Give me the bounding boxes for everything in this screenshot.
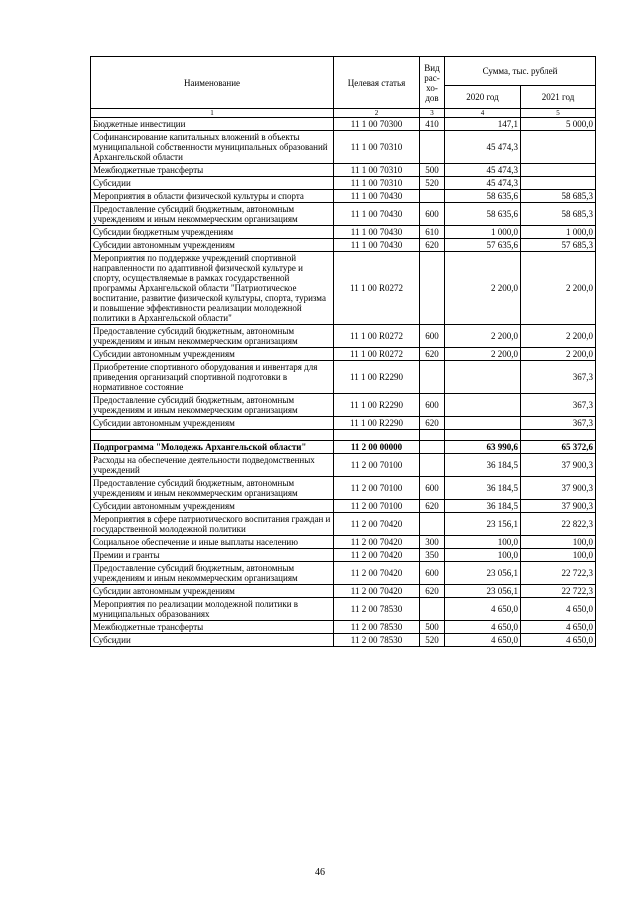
subprogram-row (91, 441, 596, 454)
amount-2020-cell (445, 361, 521, 394)
amount-2020-cell: 36 184,5 (445, 454, 521, 477)
column-number-row (91, 109, 596, 118)
target-cell: 11 1 00 70430 (334, 239, 420, 252)
type-cell (420, 252, 445, 325)
type-cell (420, 513, 445, 536)
name-cell: Предоставление субсидий бюджетным, автономным учреждениям и иным некоммерческим организациям (91, 477, 334, 500)
amount-2020-cell: 36 184,5 (445, 500, 521, 513)
table-row (91, 252, 596, 325)
target-cell: 11 1 00 R0272 (334, 325, 420, 348)
name-cell: Мероприятия в сфере патриотического воспитания граждан и государственной молодежной политики (91, 513, 334, 536)
amount-2021-cell: 367,3 (521, 361, 596, 394)
header-sum: Сумма, тыс. рублей (445, 57, 596, 86)
table-row (91, 549, 596, 562)
target-cell: 11 1 00 70430 (334, 226, 420, 239)
target-cell: 11 2 00 00000 (334, 441, 420, 454)
amount-2021-cell (521, 177, 596, 190)
empty-cell (445, 430, 521, 441)
type-cell: 350 (420, 549, 445, 562)
name-cell: Мероприятия по поддержке учреждений спортивной направленности по адаптивной физической культуре и спорту, осуществляемые в рамках государственной программы Архангельской области "Патриотическое воспитание, развитие физической культуры, спорта, туризма и повышение эффективности реализации молодежной политики в Архангельской области" (91, 252, 334, 325)
column-number: 1 (91, 109, 334, 118)
type-cell: 600 (420, 477, 445, 500)
amount-2021-cell (521, 131, 596, 164)
table-row (91, 131, 596, 164)
amount-2021-cell: 5 000,0 (521, 118, 596, 131)
amount-2020-cell: 45 474,3 (445, 164, 521, 177)
page-number: 46 (315, 867, 325, 878)
column-number: 4 (445, 109, 521, 118)
table-row (91, 164, 596, 177)
table-row (91, 621, 596, 634)
target-cell: 11 2 00 70420 (334, 585, 420, 598)
name-cell: Субсидии автономным учреждениям (91, 417, 334, 430)
table-row (91, 325, 596, 348)
amount-2021-cell: 4 650,0 (521, 621, 596, 634)
type-cell (420, 598, 445, 621)
type-cell: 520 (420, 634, 445, 647)
amount-2020-cell: 58 635,6 (445, 203, 521, 226)
type-cell: 600 (420, 394, 445, 417)
name-cell: Бюджетные инвестиции (91, 118, 334, 131)
type-cell: 620 (420, 585, 445, 598)
header-name: Наименование (91, 57, 334, 109)
column-number: 5 (521, 109, 596, 118)
target-cell: 11 2 00 70420 (334, 536, 420, 549)
amount-2020-cell: 2 200,0 (445, 348, 521, 361)
amount-2021-cell: 4 650,0 (521, 598, 596, 621)
table-row (91, 513, 596, 536)
target-cell: 11 1 00 70430 (334, 190, 420, 203)
type-cell (420, 131, 445, 164)
target-cell: 11 1 00 70310 (334, 164, 420, 177)
name-cell: Предоставление субсидий бюджетным, автономным учреждениям и иным некоммерческим организациям (91, 562, 334, 585)
amount-2021-cell: 367,3 (521, 417, 596, 430)
table-row (91, 118, 596, 131)
amount-2020-cell: 1 000,0 (445, 226, 521, 239)
table-row (91, 585, 596, 598)
name-cell: Мероприятия по реализации молодежной политики в муниципальных образованиях (91, 598, 334, 621)
name-cell: Предоставление субсидий бюджетным, автономным учреждениям и иным некоммерческим организациям (91, 203, 334, 226)
table-row (91, 348, 596, 361)
amount-2021-cell: 58 685,3 (521, 203, 596, 226)
type-cell: 620 (420, 500, 445, 513)
type-cell: 300 (420, 536, 445, 549)
name-cell: Субсидии автономным учреждениям (91, 348, 334, 361)
target-cell: 11 1 00 R0272 (334, 348, 420, 361)
table-row (91, 477, 596, 500)
name-cell: Субсидии (91, 177, 334, 190)
amount-2021-cell: 37 900,3 (521, 477, 596, 500)
amount-2020-cell: 100,0 (445, 549, 521, 562)
amount-2021-cell: 37 900,3 (521, 454, 596, 477)
header-year-2020: 2020 год (445, 86, 521, 109)
name-cell: Субсидии автономным учреждениям (91, 585, 334, 598)
type-cell: 410 (420, 118, 445, 131)
target-cell: 11 2 00 70100 (334, 477, 420, 500)
target-cell: 11 2 00 70420 (334, 562, 420, 585)
amount-2021-cell: 65 372,6 (521, 441, 596, 454)
type-cell (420, 361, 445, 394)
name-cell: Межбюджетные трансферты (91, 164, 334, 177)
table-row (91, 203, 596, 226)
amount-2021-cell: 2 200,0 (521, 325, 596, 348)
name-cell: Социальное обеспечение и иные выплаты населению (91, 536, 334, 549)
target-cell: 11 2 00 70100 (334, 454, 420, 477)
name-cell: Предоставление субсидий бюджетным, автономным учреждениям и иным некоммерческим организациям (91, 394, 334, 417)
amount-2021-cell: 22 722,3 (521, 562, 596, 585)
table-row (91, 454, 596, 477)
amount-2020-cell: 2 200,0 (445, 325, 521, 348)
name-cell: Мероприятия в области физической культуры и спорта (91, 190, 334, 203)
amount-2021-cell: 100,0 (521, 536, 596, 549)
type-cell (420, 441, 445, 454)
column-number: 2 (334, 109, 420, 118)
table-row (91, 239, 596, 252)
amount-2020-cell: 45 474,3 (445, 177, 521, 190)
header-year-2021: 2021 год (521, 86, 596, 109)
amount-2020-cell: 2 200,0 (445, 252, 521, 325)
name-cell: Субсидии (91, 634, 334, 647)
header-target: Целевая статья (334, 57, 420, 109)
amount-2020-cell: 100,0 (445, 536, 521, 549)
amount-2021-cell: 1 000,0 (521, 226, 596, 239)
amount-2021-cell: 58 685,3 (521, 190, 596, 203)
amount-2021-cell: 2 200,0 (521, 252, 596, 325)
target-cell: 11 1 00 70310 (334, 131, 420, 164)
name-cell: Субсидии автономным учреждениям (91, 500, 334, 513)
amount-2020-cell: 147,1 (445, 118, 521, 131)
type-cell (420, 190, 445, 203)
target-cell: 11 1 00 R2290 (334, 417, 420, 430)
amount-2020-cell (445, 394, 521, 417)
empty-cell (420, 430, 445, 441)
target-cell: 11 1 00 R2290 (334, 361, 420, 394)
type-cell: 600 (420, 325, 445, 348)
target-cell: 11 1 00 R2290 (334, 394, 420, 417)
amount-2020-cell: 58 635,6 (445, 190, 521, 203)
name-cell: Подпрограмма "Молодежь Архангельской области" (91, 441, 334, 454)
amount-2021-cell: 100,0 (521, 549, 596, 562)
amount-2020-cell: 4 650,0 (445, 621, 521, 634)
empty-cell (521, 430, 596, 441)
table-row (91, 226, 596, 239)
amount-2020-cell: 23 056,1 (445, 585, 521, 598)
target-cell: 11 1 00 70430 (334, 203, 420, 226)
name-cell: Приобретение спортивного оборудования и инвентаря для приведения организаций спортивной подготовки в нормативное состояние (91, 361, 334, 394)
type-cell: 600 (420, 203, 445, 226)
type-cell: 520 (420, 177, 445, 190)
amount-2020-cell: 45 474,3 (445, 131, 521, 164)
name-cell: Премии и гранты (91, 549, 334, 562)
type-cell: 500 (420, 164, 445, 177)
amount-2020-cell: 36 184,5 (445, 477, 521, 500)
amount-2020-cell: 57 635,6 (445, 239, 521, 252)
name-cell: Расходы на обеспечение деятельности подведомственных учреждений (91, 454, 334, 477)
amount-2020-cell (445, 417, 521, 430)
target-cell: 11 2 00 70100 (334, 500, 420, 513)
amount-2021-cell (521, 164, 596, 177)
type-cell: 600 (420, 562, 445, 585)
amount-2021-cell: 37 900,3 (521, 500, 596, 513)
type-cell: 620 (420, 348, 445, 361)
amount-2021-cell: 22 722,3 (521, 585, 596, 598)
amount-2021-cell: 4 650,0 (521, 634, 596, 647)
target-cell: 11 1 00 70300 (334, 118, 420, 131)
type-cell: 500 (420, 621, 445, 634)
table-header (91, 57, 596, 118)
table-row (91, 190, 596, 203)
type-cell (420, 454, 445, 477)
amount-2021-cell: 57 685,3 (521, 239, 596, 252)
target-cell: 11 2 00 78530 (334, 598, 420, 621)
table-row (91, 361, 596, 394)
target-cell: 11 1 00 R0272 (334, 252, 420, 325)
table-row (91, 394, 596, 417)
empty-cell (91, 430, 334, 441)
name-cell: Межбюджетные трансферты (91, 621, 334, 634)
table-row (91, 417, 596, 430)
table-row (91, 500, 596, 513)
target-cell: 11 2 00 70420 (334, 549, 420, 562)
target-cell: 11 2 00 78530 (334, 634, 420, 647)
column-number: 3 (420, 109, 445, 118)
type-cell: 620 (420, 417, 445, 430)
table-row (91, 598, 596, 621)
budget-table (90, 56, 596, 647)
type-cell: 610 (420, 226, 445, 239)
amount-2020-cell: 23 156,1 (445, 513, 521, 536)
table-row (91, 634, 596, 647)
amount-2020-cell: 4 650,0 (445, 634, 521, 647)
amount-2021-cell: 22 822,3 (521, 513, 596, 536)
table-row (91, 562, 596, 585)
empty-cell (334, 430, 420, 441)
amount-2020-cell: 23 056,1 (445, 562, 521, 585)
name-cell: Предоставление субсидий бюджетным, автономным учреждениям и иным некоммерческим организациям (91, 325, 334, 348)
target-cell: 11 1 00 70310 (334, 177, 420, 190)
target-cell: 11 2 00 70420 (334, 513, 420, 536)
amount-2021-cell: 2 200,0 (521, 348, 596, 361)
table-row (91, 177, 596, 190)
type-cell: 620 (420, 239, 445, 252)
table-body (91, 118, 596, 647)
table-row (91, 536, 596, 549)
target-cell: 11 2 00 78530 (334, 621, 420, 634)
name-cell: Субсидии автономным учреждениям (91, 239, 334, 252)
header-type: Вид рас- хо- дов (420, 57, 445, 109)
name-cell: Субсидии бюджетным учреждениям (91, 226, 334, 239)
amount-2020-cell: 4 650,0 (445, 598, 521, 621)
amount-2020-cell: 63 990,6 (445, 441, 521, 454)
name-cell: Софинансирование капитальных вложений в объекты муниципальной собственности муниципальных образований Архангельской области (91, 131, 334, 164)
amount-2021-cell: 367,3 (521, 394, 596, 417)
spacer-row (91, 430, 596, 441)
